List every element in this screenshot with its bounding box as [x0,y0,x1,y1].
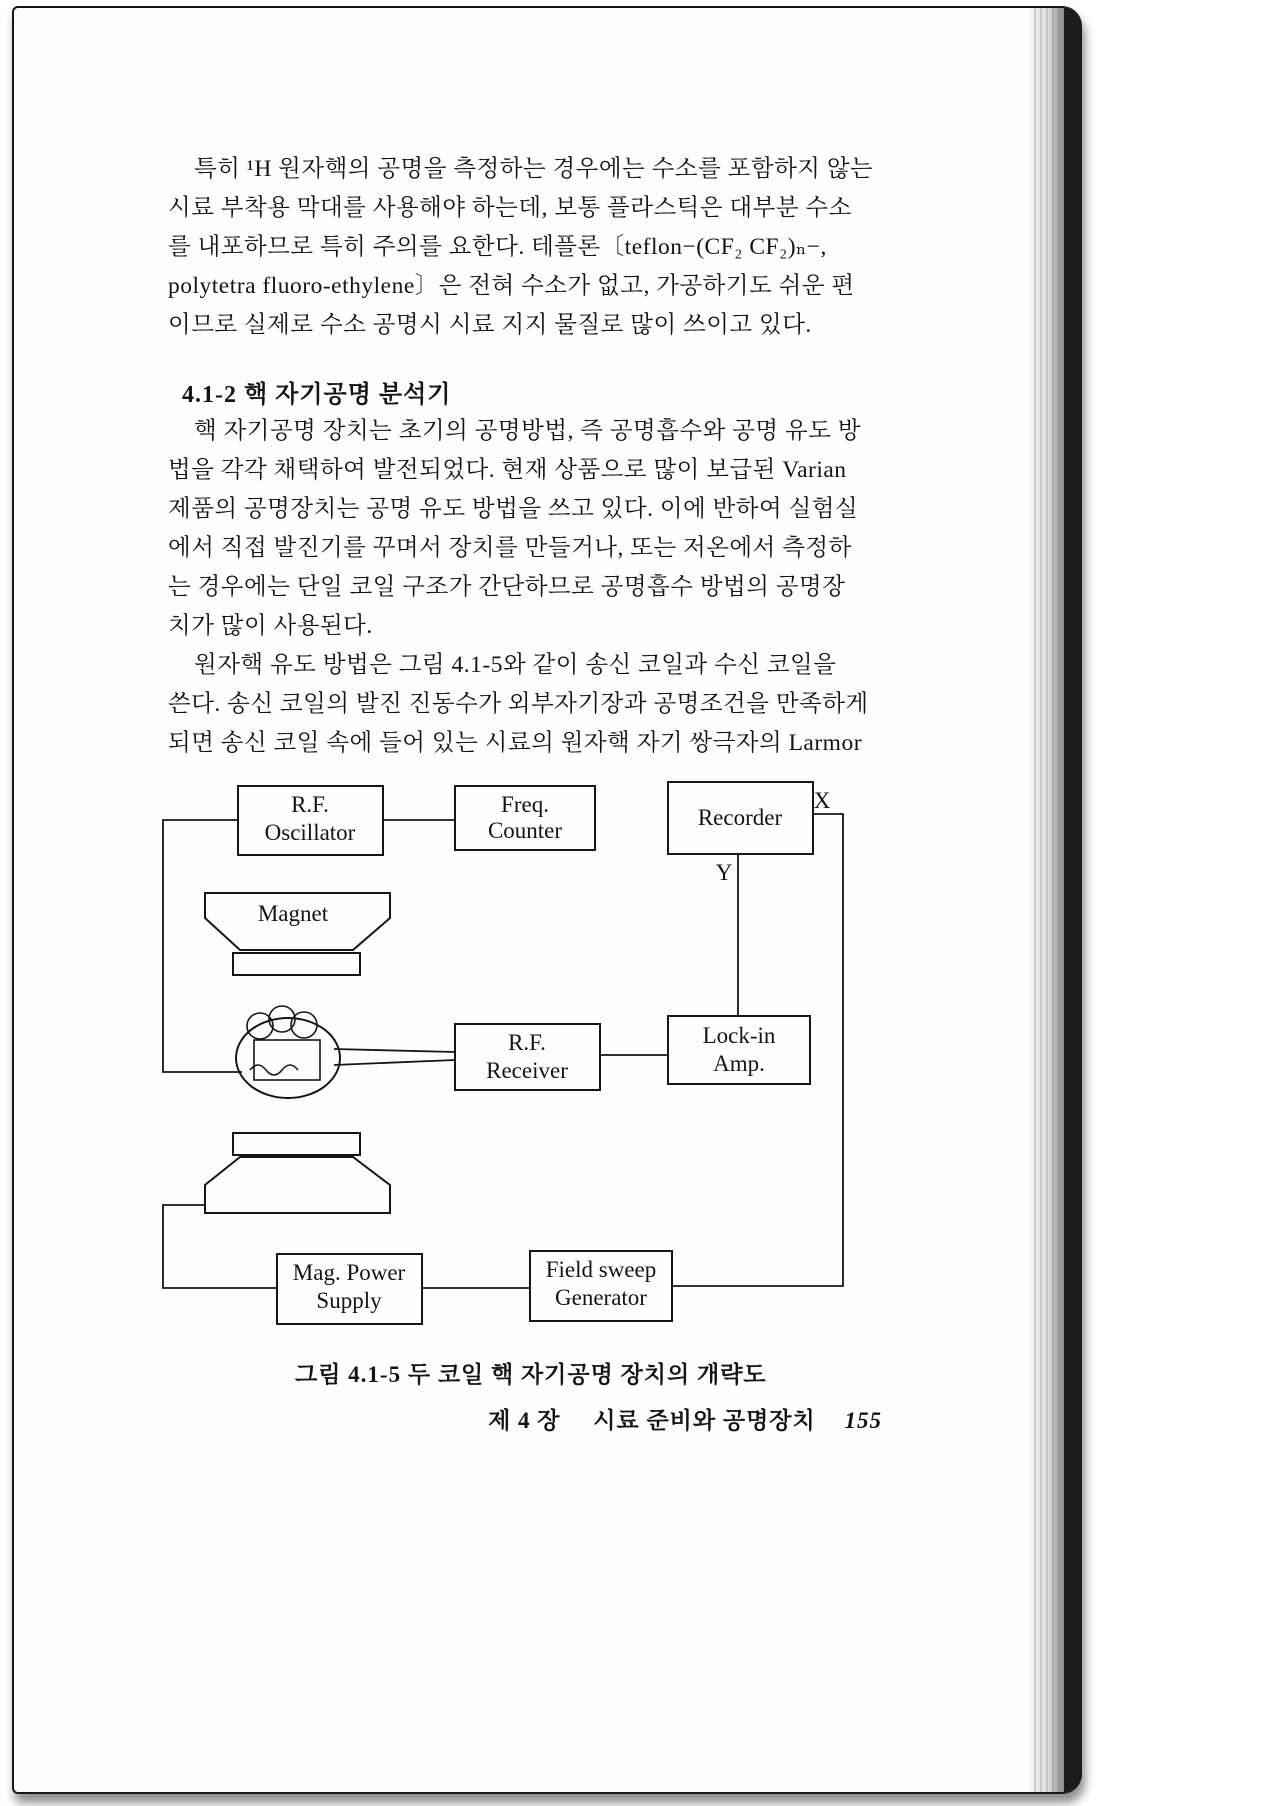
field-sweep-generator-label: Generator [555,1285,647,1310]
freq-counter-label: Freq. [501,792,549,817]
x-axis-label: X [813,788,831,813]
mag-power-supply-label: Mag. Power [292,1260,406,1285]
figure-caption: 그림 4.1-5 두 코일 핵 자기공명 장치의 개략도 [295,1362,767,1387]
book-page-edges [1030,8,1064,1792]
wire-magpower-to-magnet [163,1205,277,1288]
paragraph-3 [168,646,882,763]
section-heading: 4.1-2 핵 자기공명 분석기 [182,382,452,408]
coil-winding [250,1065,298,1075]
text-line: 쓴다. 송신 코일의 발진 진동수가 외부자기장과 공명조건을 만족하게 [168,691,869,717]
paragraph-1 [168,150,882,345]
text-line: 법을 각각 채택하여 발전되었다. 현재 상품으로 많이 보급된 Varian [168,457,847,483]
lock-in-amp-label: Lock-in [702,1023,776,1048]
footer-title: 시료 준비와 공명장치 [593,1408,816,1433]
wire-oscillator-to-coil [163,820,242,1072]
magnet-lower-yoke [205,1157,390,1213]
text-line: 시료 부착용 막대를 사용해야 하는데, 보통 플라스틱은 대부분 수소 [168,195,852,221]
magnet-assembly [205,893,390,1213]
y-axis-label: Y [715,860,733,885]
rf-oscillator-label: R.F. [291,792,329,817]
rf-oscillator-label: Oscillator [264,820,356,845]
text-line: 되면 송신 코일 속에 들어 있는 시료의 원자핵 자기 쌍극자의 Larmor [168,730,863,756]
nmr-block-diagram [130,768,890,1360]
text-line: 이므로 실제로 수소 공명시 시료 지지 물질로 많이 쓰이고 있다. [168,312,812,338]
wire-coil-to-receiver-bottom [334,1060,455,1065]
wire-coil-to-receiver-top [334,1049,455,1052]
freq-counter-label: Counter [487,818,563,843]
lock-in-amp-label: Amp. [713,1051,765,1076]
page-footer [168,1402,882,1435]
text-line: 핵 자기공명 장치는 초기의 공명방법, 즉 공명흡수와 공명 유도 방 [194,418,861,444]
page-number: 155 [844,1408,882,1433]
text-line: 를 내포하므로 특히 주의를 요한다. 테플론〔teflon−(CF₂ CF₂)ₙ−, [168,234,827,260]
magnet-lower-pole-cap [233,1133,360,1155]
coil-loop [291,1012,317,1038]
magnet-upper-pole-cap [233,953,360,975]
text-line: 특히 ¹H 원자핵의 공명을 측정하는 경우에는 수소를 포함하지 않는 [194,156,874,182]
rf-receiver-label: R.F. [508,1030,546,1055]
text-line: 는 경우에는 단일 코일 구조가 간단하므로 공명흡수 방법의 공명장 [168,574,846,600]
mag-power-supply-label: Supply [316,1288,382,1313]
paragraph-2 [168,412,882,646]
rf-receiver-label: Receiver [486,1058,568,1083]
figure-4-1-5 [130,768,890,1365]
text-line: 제품의 공명장치는 공명 유도 방법을 쓰고 있다. 이에 반하여 실험실 [168,496,859,522]
text-line: 치가 많이 사용된다. [168,613,373,639]
text-line: polytetra fluoro-ethylene〕은 전혀 수소가 없고, 가공하기도 쉬운 편 [168,273,855,299]
text-line: 에서 직접 발진기를 꾸며서 장치를 만들거나, 또는 저온에서 측정하 [168,535,852,561]
book-page [12,6,1082,1794]
recorder-label: Recorder [697,805,783,830]
sample-tube [254,1040,320,1080]
sample-coil-assembly [236,1006,340,1098]
text-line: 원자핵 유도 방법은 그림 4.1-5와 같이 송신 코일과 수신 코일을 [194,652,837,678]
magnet-label: Magnet [257,901,329,926]
footer-chapter: 제 4 장 [488,1408,561,1433]
field-sweep-generator-label: Field sweep [545,1257,657,1282]
